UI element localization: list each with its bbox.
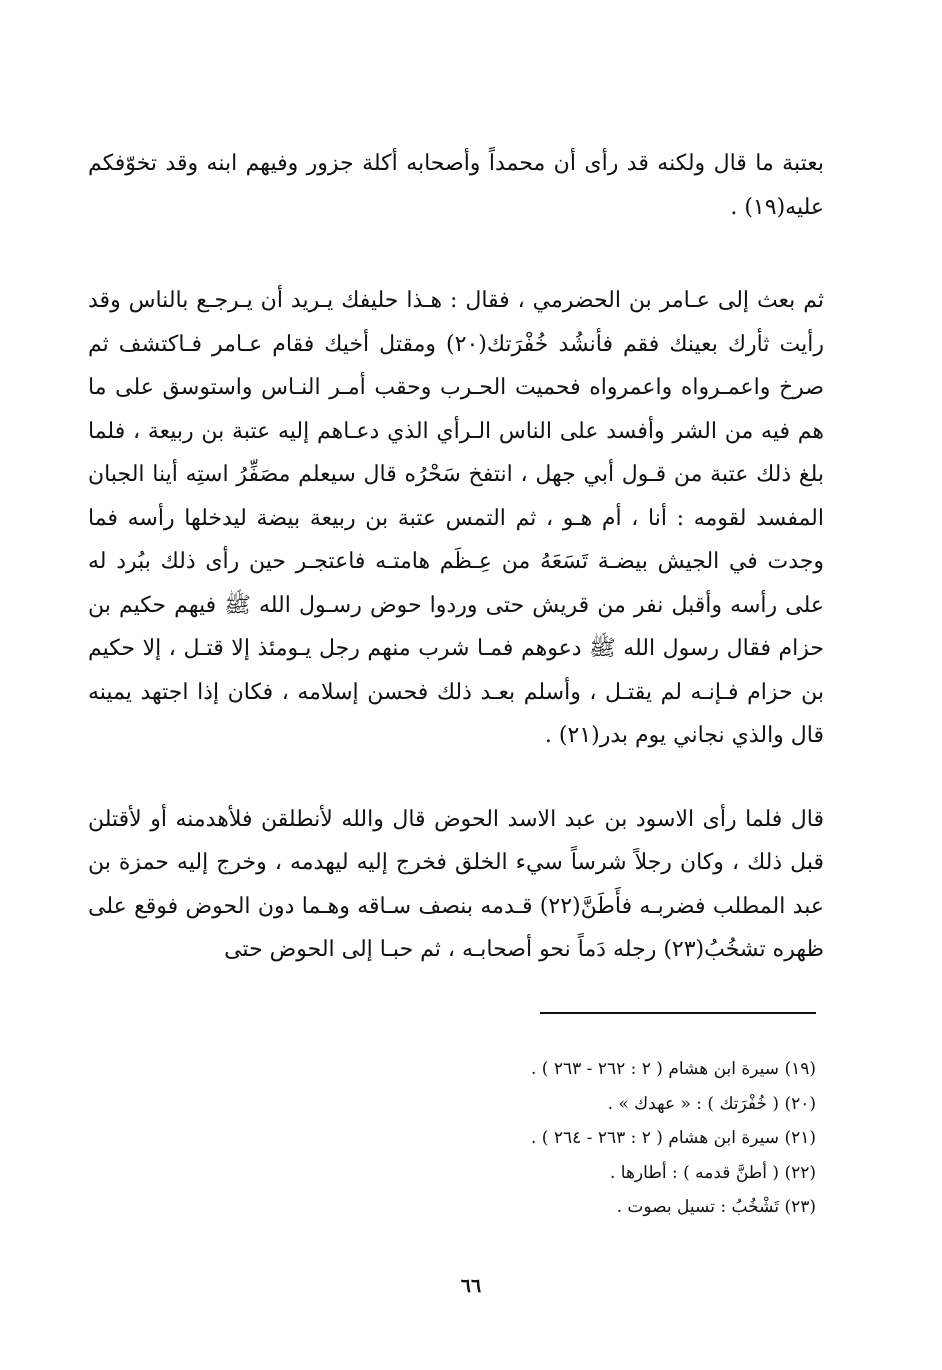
footnote: (٢٣) تَشْخُبُ : تسيل بصوت . bbox=[616, 1197, 816, 1217]
footnote: (٢١) سيرة ابن هشام ( ٢ : ٢٦٣ - ٢٦٤ ) . bbox=[531, 1128, 816, 1148]
footnote: (٢٢) ( أطنَّ قدمه ) : أطارها . bbox=[609, 1162, 816, 1183]
main-text bbox=[88, 142, 824, 972]
footnote-divider bbox=[540, 1012, 816, 1014]
footnote: (١٩) سيرة ابن هشام ( ٢ : ٢٦٢ - ٢٦٣ ) . bbox=[531, 1059, 816, 1079]
footnotes bbox=[300, 1052, 816, 1225]
page-number: ٦٦ bbox=[460, 1275, 482, 1297]
paragraph: ثم بعث إلى عـامر بن الحضرمي ، فقال : هـذا حليفك يـريد أن يـرجـع بالناس وقد رأيت ثأرك بعينك فقم فأنشُد خُفْرَتك(٢٠) ومقتل أخيك فقام عـامر فـاكتشف ثم صرخ واعمـرواه واعمرواه فحميت الحـرب وحقب أمـر النـاس واستوسق على ما هم فيه من الشر وأفسد على الناس الـرأي الذي دعـاهم إليه عتبة بن ربيعة ، فلما بلغ ذلك عتبة من قـول أبي جهل ، انتفخ سَحْرُه قال سيعلم مصَفِّرُ استِه أينا الجبان المفسد لقومه : أنا ، أم هـو ، ثم التمس عتبة بن ربيعة بيضة ليدخلها رأسه فما وجدت في الجيش بيضـة تَسَعَهُ من عِـظَم هامتـه فاعتجـر حين رأى ذلك ببُرد له على رأسه وأقبل نفر من قريش حتى وردوا حوض رسـول الله ﷺ فيهم حكيم بن حزام فقال رسول الله ﷺ دعوهم فمـا شرب منهم رجل يـومئذ إلا قتـل ، إلا حكيم بن حزام فـإنـه لم يقتـل ، وأسلم بعـد ذلك فحسن إسلامه ، فكان إذا اجتهد يمينه قال والذي نجاني يوم بدر(٢١) . bbox=[88, 288, 825, 748]
footnote: (٢٠) ( خُفْرَتك ) : « عهدك » . bbox=[607, 1093, 816, 1114]
paragraph: بعتبة ما قال ولكنه قد رأى أن محمداً وأصحابه أكلة جزور وفيهم ابنه وقد تخوّفكم عليه(١٩) . bbox=[88, 151, 824, 220]
paragraph: قال فلما رأى الاسود بن عبد الاسد الحوض قال والله لأنطلقن فلأهدمنه أو لأقتلن قبل ذلك ، وكان رجلاً شرساً سيء الخلق فخرج إليه ليهدمه ، وخرج إليه حمزة بن عبد المطلب فضربـه فأَطَنَّ(٢٢) قـدمه بنصف سـاقه وهـما دون الحوض فوقع على ظهره تشخُبُ(٢٣) رجله دَماً نحو أصحابـه ، ثم حبـا إلى الحوض حتى bbox=[88, 806, 824, 962]
